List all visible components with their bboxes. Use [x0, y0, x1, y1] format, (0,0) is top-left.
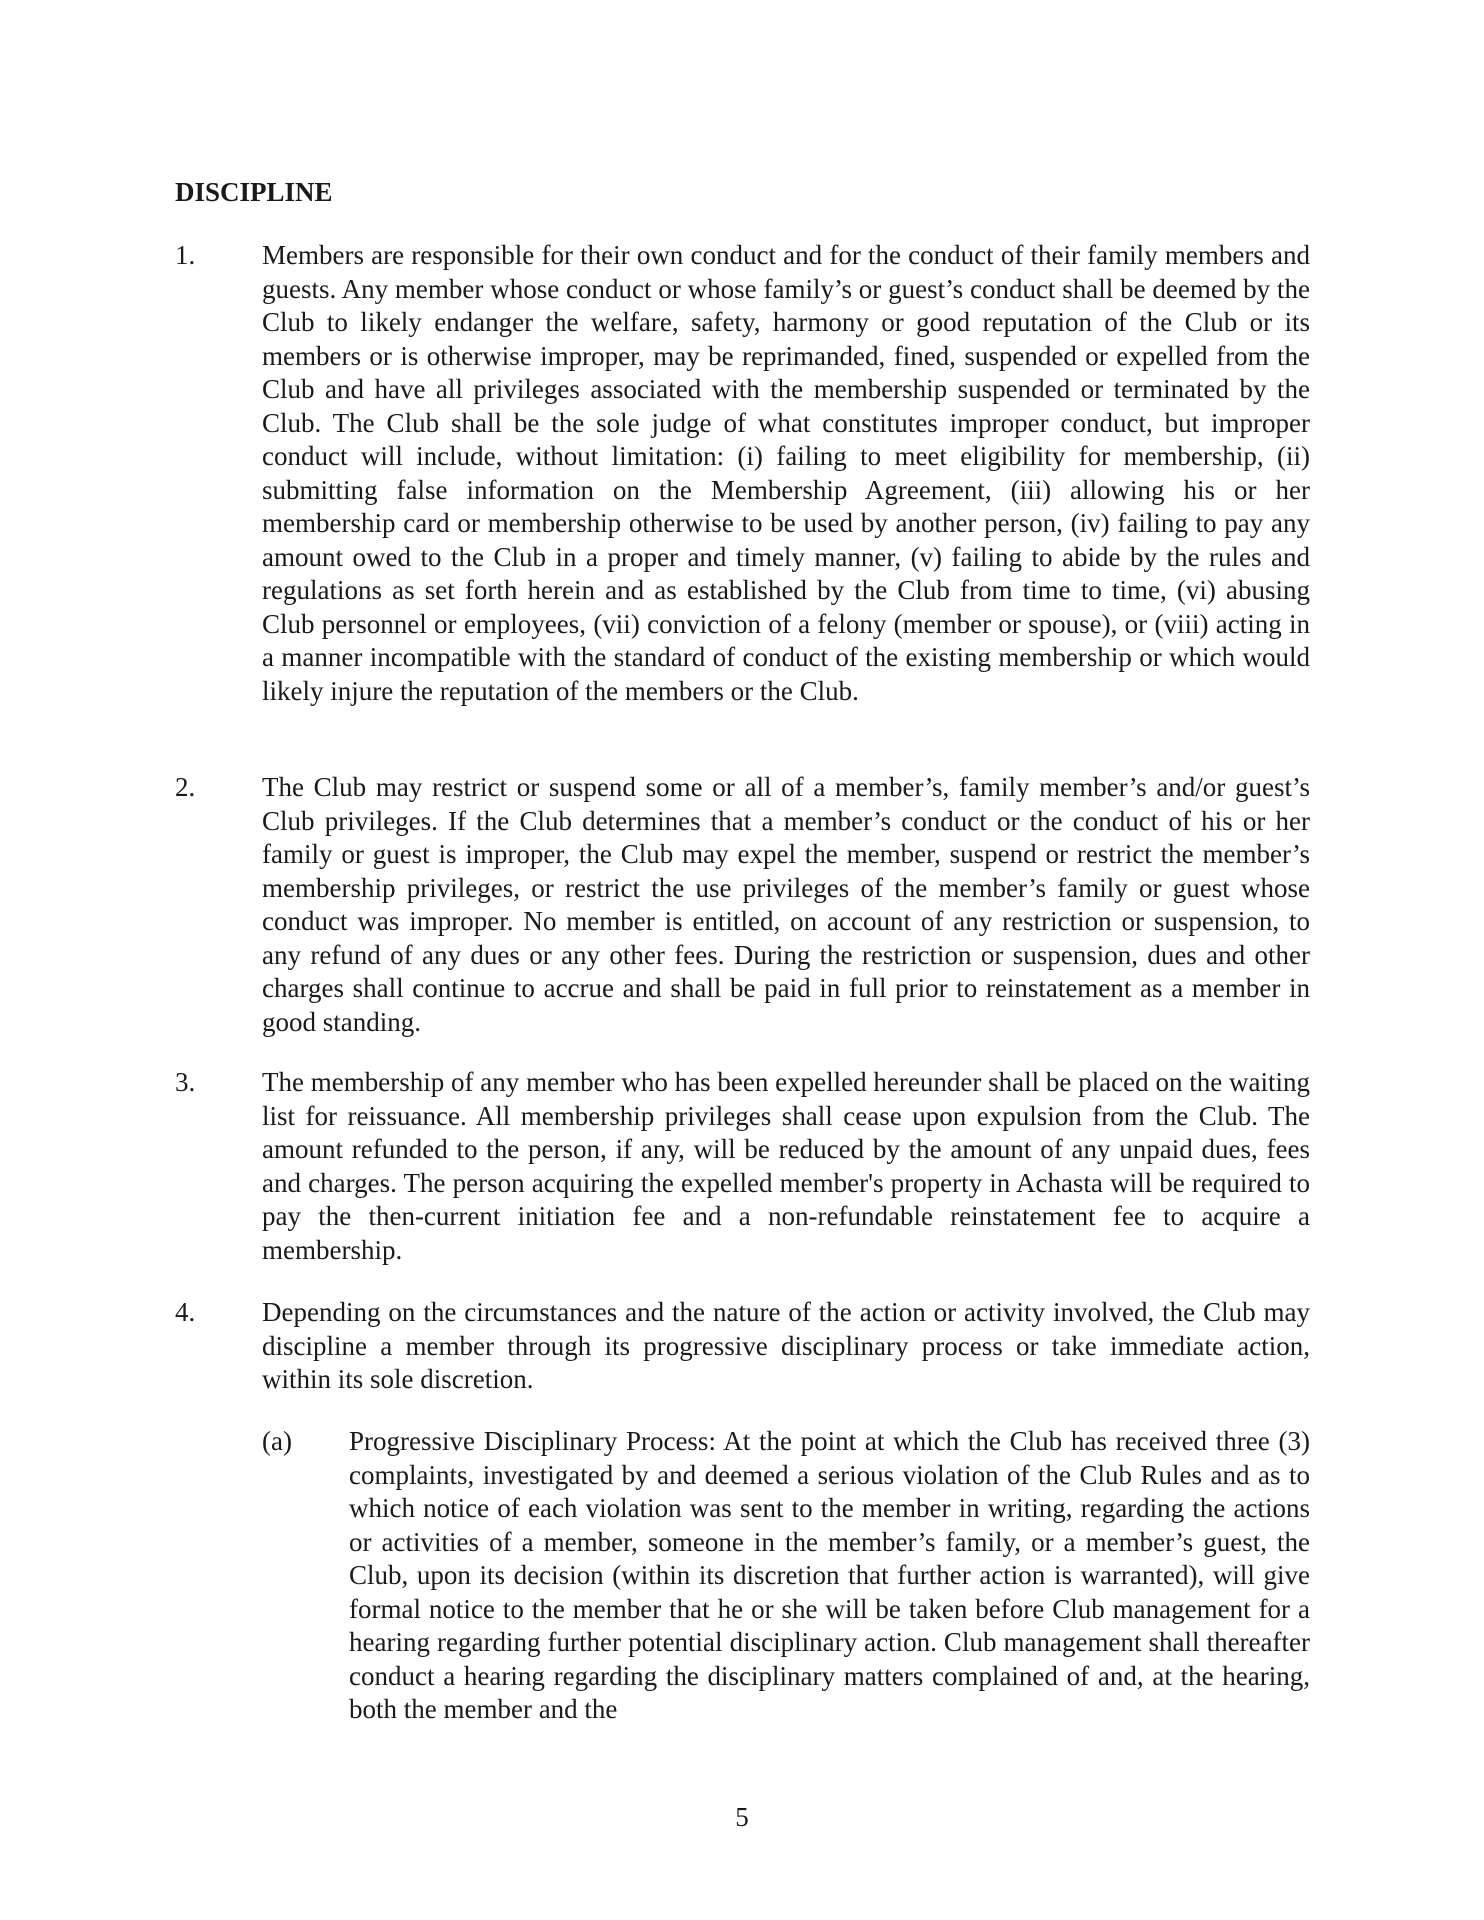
sub-list-item-text: Progressive Disciplinary Process: At the point at which the Club has received three (3) complaints, investigated by and deemed a serious violation of the Club Rules and as to which notice of each violation was sent to the member in writing, regarding the actions or activities of a member, someone in the member’s family, or a member’s guest, the Club, upon its decision (within its discretion that further action is warranted), will give formal notice to the member that he or she will be taken before Club management for a hearing regarding further potential disciplinary action. Club management shall thereafter conduct a hearing regarding the disciplinary matters complained of and, at the hearing, both the member and the [349, 1426, 1310, 1724]
list-item-number: 4. [175, 1297, 196, 1327]
list-item-number: 2. [175, 772, 196, 802]
list-item-text: Depending on the circumstances and the nature of the action or activity involved, the Club may discipline a member through its progressive disciplinary process or take immediate action, within its sole discretion. [262, 1297, 1310, 1394]
section-heading: DISCIPLINE [175, 177, 333, 207]
list-item-number: 3. [175, 1067, 196, 1097]
list-item-text: The Club may restrict or suspend some or all of a member’s, family member’s and/or guest’s Club privileges. If the Club determines that a member’s conduct or the conduct of his or her family or guest is improper, the Club may expel the member, suspend or restrict the member’s membership privileges, or restrict the use privileges of the member’s family or guest whose conduct was improper. No member is entitled, on account of any restriction or suspension, to any refund of any dues or any other fees. During the restriction or suspension, dues and other charges shall continue to accrue and shall be paid in full prior to reinstatement as a member in good standing. [262, 772, 1310, 1037]
sub-list-item-a [262, 1425, 1310, 1727]
sub-list-item-label: (a) [262, 1426, 292, 1456]
list-item-3 [175, 1066, 1310, 1267]
list-item-text: Members are responsible for their own conduct and for the conduct of their family members and guests. Any member whose conduct or whose family’s or guest’s conduct shall be deemed by the Club to likely endanger the welfare, safety, harmony or good reputation of the Club or its members or is otherwise improper, may be reprimanded, fined, suspended or expelled from the Club and have all privileges associated with the membership suspended or terminated by the Club. The Club shall be the sole judge of what constitutes improper conduct, but improper conduct will include, without limitation: (i) failing to meet eligibility for membership, (ii) submitting false information on the Membership Agreement, (iii) allowing his or her membership card or membership otherwise to be used by another person, (iv) failing to pay any amount owed to the Club in a proper and timely manner, (v) failing to abide by the rules and regulations as set forth herein and as established by the Club from time to time, (vi) abusing Club personnel or employees, (vii) conviction of a felony (member or spouse), or (viii) acting in a manner incompatible with the standard of conduct of the existing membership or which would likely injure the reputation of the members or the Club. [262, 240, 1310, 706]
list-item-2 [175, 771, 1310, 1039]
list-item-number: 1. [175, 240, 196, 270]
list-item-text: The membership of any member who has been expelled hereunder shall be placed on the waiting list for reissuance. All membership privileges shall cease upon expulsion from the Club. The amount refunded to the person, if any, will be reduced by the amount of any unpaid dues, fees and charges. The person acquiring the expelled member's property in Achasta will be required to pay the then-current initiation fee and a non-refundable reinstatement fee to acquire a membership. [262, 1067, 1310, 1265]
page-number: 5 [735, 1802, 749, 1832]
list-item-4 [175, 1296, 1310, 1397]
list-item-1 [175, 239, 1310, 708]
